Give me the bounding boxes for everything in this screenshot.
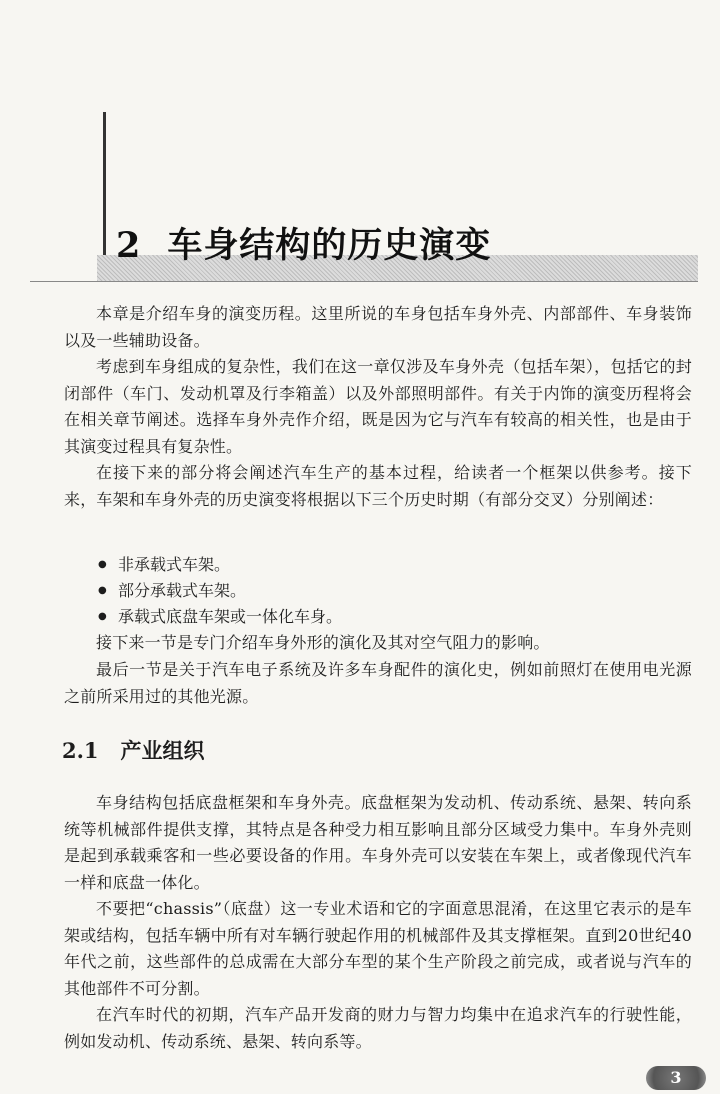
section-number: 2.1 — [62, 738, 99, 763]
paragraph-next-section: 接下来一节是专门介绍车身外形的演化及其对空气阻力的影响。 — [96, 633, 550, 652]
list-item: ● 非承载式车架。 — [98, 552, 342, 578]
paragraph-structure: 车身结构包括底盘框架和车身外壳。底盘框架为发动机、传动系统、悬架、转向系统等机械部件提供支撑，其特点是各种受力相互影响且部分区域受力集中。车身外壳则是起到承载乘客和一些必要设备的作用。车身外壳可以安装在车架上，或者像现代汽车一样和底盘一体化。 — [64, 793, 692, 892]
paragraph-intro: 本章是介绍车身的演变历程。这里所说的车身包括车身外壳、内部部件、车身装饰以及一些辅助设备。 — [64, 304, 692, 350]
paragraph-periods: 在接下来的部分将会阐述汽车生产的基本过程，给读者一个框架以供参考。接下来，车架和车身外壳的历史演变将根据以下三个历史时期（有部分交叉）分别阐述： — [64, 463, 692, 509]
chapter-number: 2 — [116, 225, 142, 266]
list-item: ● 部分承载式车架。 — [98, 578, 342, 604]
chapter-underline — [30, 281, 698, 282]
chapter-title: 车身结构的历史演变 — [167, 225, 492, 266]
period-list — [98, 552, 342, 630]
section-title: 产业组织 — [120, 738, 205, 763]
section-heading — [62, 735, 205, 765]
paragraph-chassis: 不要把“chassis”（底盘）这一专业术语和它的字面意思混淆，在这里它表示的是车架或结构，包括车辆中所有对车辆行驶起作用的机械部件及其支撑框架。直到20世纪40年代之前，这些部件的总成需在大部分车型的某个生产阶段之前完成，或者说与汽车的其他部件不可分割。 — [64, 899, 692, 998]
list-item: ● 承载式底盘车架或一体化车身。 — [98, 604, 342, 630]
paragraph-early-era: 在汽车时代的初期，汽车产品开发商的财力与智力均集中在追求汽车的行驶性能，例如发动机、传动系统、悬架、转向系等。 — [64, 1005, 692, 1051]
page-number: 3 — [646, 1066, 706, 1090]
chapter-heading — [116, 218, 491, 268]
paragraph-last-section: 最后一节是关于汽车电子系统及许多车身配件的演化史，例如前照灯在使用电光源之前所采用过的其他光源。 — [64, 660, 692, 706]
paragraph-scope: 考虑到车身组成的复杂性，我们在这一章仅涉及车身外壳（包括车架），包括它的封闭部件（车门、发动机罩及行李箱盖）以及外部照明部件。有关于内饰的演变历程将会在相关章节阐述。选择车身外壳作介绍，既是因为它与汽车有较高的相关性，也是由于其演变过程具有复杂性。 — [64, 357, 692, 456]
